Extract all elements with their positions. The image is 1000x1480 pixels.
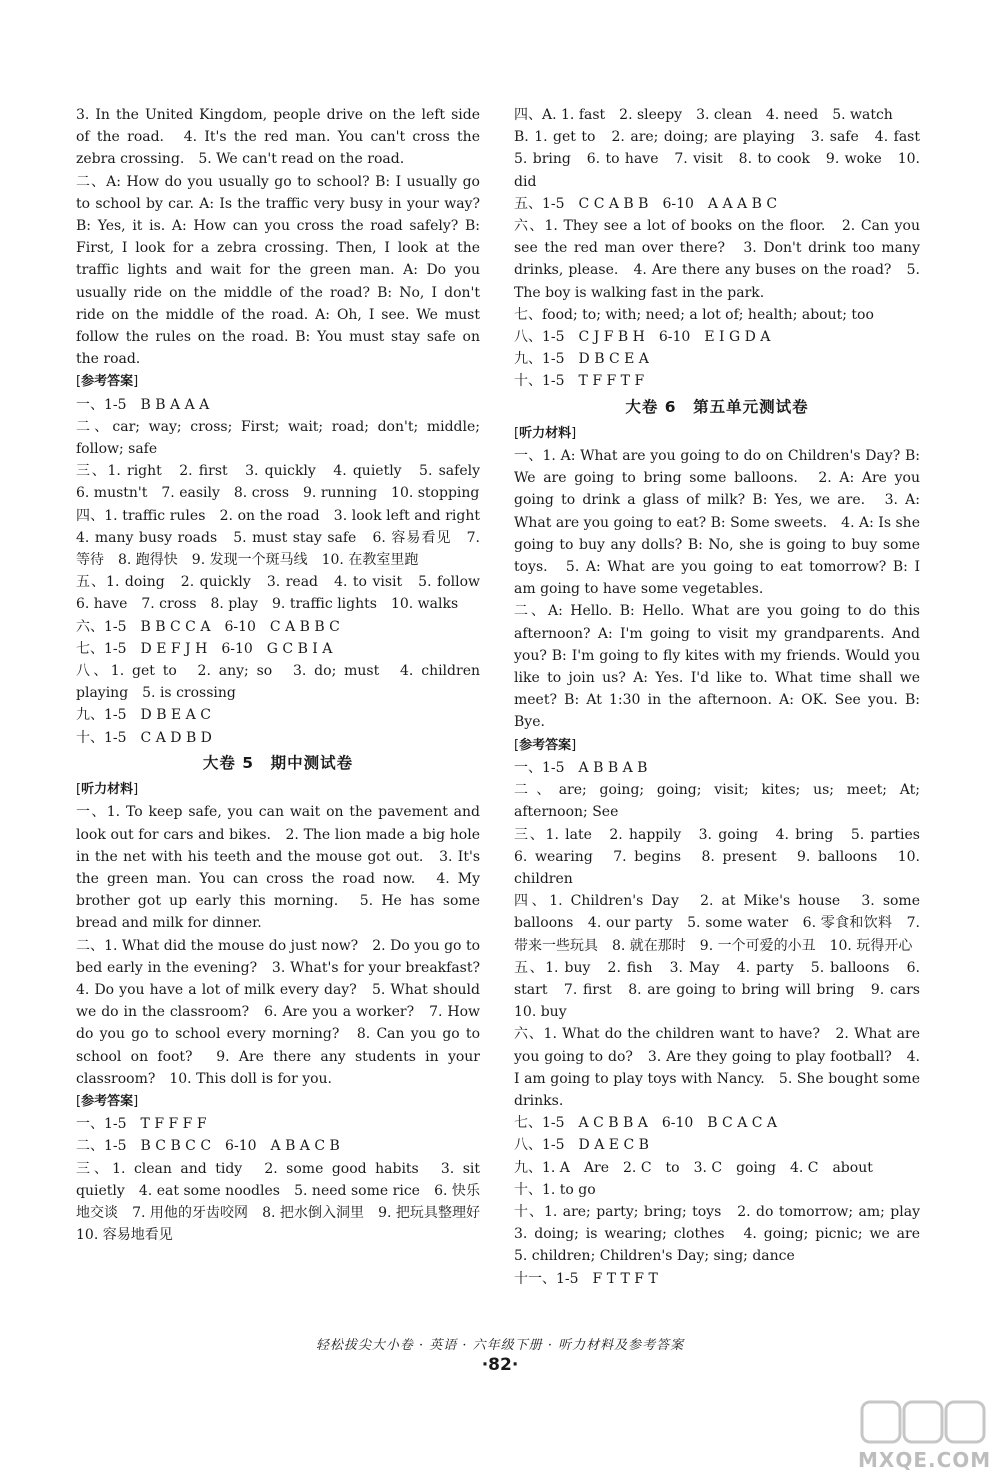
answer-line: 二、A: Hello. B: Hello. What are you going to do this afternoon? A: I'm going to visit my grandparents. And you? B: I'm going to fly kites with my friends. Would you like to join us? A: Yes. I'd like to. What time shall we meet? B: At 1:30 in the afternoon. A: OK. See you. B: Bye. (514, 603, 920, 731)
right-column (514, 104, 934, 1290)
subsection-label: [ 参考答案 ] (76, 374, 138, 389)
answer-line: 二、car; way; cross; First; wait; road; don't; middle; follow; safe (76, 418, 480, 458)
answer-line: 六、1. They see a lot of books on the floor. 2. Can you see the red man over there? 3. Don't drink too many drinks, please. 4. Are there any buses on the road? 5. The boy is walking fast in the park. (514, 218, 920, 301)
series-title: 轻松拔尖大小卷 · 英语 · 六年级下册 · 听力材料及参考答案 (315, 1338, 685, 1353)
answer-line: 一、1. To keep safe, you can wait on the pavement and look out for cars and bikes. 2. The lion made a big hole in the net with his teeth and the mouse got out. 3. It's the green man. You can cross the road now. 4. My brother got up early this morning. 5. He has some bread and milk for dinner. (76, 804, 480, 932)
answer-line: 一、1-5 T F F F F (76, 1116, 207, 1133)
watermark-logo (858, 1398, 992, 1474)
answer-line: 七、1-5 D E F J H 6-10 G C B I A (76, 640, 333, 657)
answer-line: 十、1-5 T F F T F (514, 373, 645, 390)
answer-line: 3. In the United Kingdom, people drive on the left side of the road. 4. It's the red man. You can't cross the zebra crossing. 5. We can't read on the road. (76, 107, 480, 168)
answer-line: 十、1-5 C A D B D (76, 729, 212, 746)
answer-line: 七、1-5 A C B B A 6-10 B C A C A (514, 1115, 778, 1132)
answer-line: 五、1. buy 2. fish 3. May 4. party 5. balloons 6. start 7. first 8. are going to bring will bring 9. cars 10. buy (514, 959, 934, 1021)
answer-line: 九、1. A Are 2. C to 3. C going 4. C about (514, 1159, 873, 1176)
subsection-label: [ 听力材料 ] (76, 782, 138, 797)
section-heading: 大卷 6 第五单元测试卷 (625, 397, 809, 416)
answer-line: 二、are; going; going; visit; kites; us; meet; At; afternoon; See (514, 782, 920, 821)
subsection-row (76, 778, 480, 801)
answer-line: 八、1-5 D A E C B (514, 1137, 649, 1154)
answer-line: 五、1-5 C C A B B 6-10 A A A B C (514, 195, 778, 212)
answer-line: 四、A. 1. fast 2. sleepy 3. clean 4. need 5. watch (514, 107, 893, 123)
answer-line: 三、1. clean and tidy 2. some good habits 3. sit quietly 4. eat some noodles 5. need some rice 6. 快乐地交谈 7. 用他的牙齿咬网 8. 把水倒入洞里 9. 把玩具整理好 10. 容易地看见 (76, 1160, 494, 1244)
answer-line: 四、1. Children's Day 2. at Mike's house 3. some balloons 4. our party 5. some water 6. 零食和饮料 7. 带来一些玩具 8. 就在那时 9. 一个可爱的小丑 10. 玩得开心 (514, 893, 920, 954)
page-footer (0, 1334, 1000, 1375)
answer-line: 七、food; to; with; need; a lot of; health; about; too (514, 306, 874, 323)
subsection-row (76, 370, 480, 393)
answer-line: 二、1-5 B C B C C 6-10 A B A C B (76, 1138, 340, 1155)
subsection-label: [ 参考答案 ] (514, 738, 576, 753)
subsection-label: [ 听力材料 ] (514, 426, 576, 441)
answer-line: 九、1-5 D B E A C (76, 707, 211, 724)
answer-line: 五、1. doing 2. quickly 3. read 4. to visit 5. follow 6. have 7. cross 8. play 9. traffic lights 10. walks (76, 574, 494, 613)
answer-line: 三、1. late 2. happily 3. going 4. bring 5. parties 6. wearing 7. begins 8. present 9. balloons 10. children (514, 826, 934, 887)
answer-line: 一、1-5 A B B A B (514, 759, 648, 776)
page-number: ·82· (481, 1355, 519, 1375)
answer-line: 四、1. traffic rules 2. on the road 3. look left and right 4. many busy roads 5. must stay safe 6. 容易看见 7. 等待 8. 跑得快 9. 发现一个斑马线 10. 在教室里跑 (76, 507, 494, 569)
answer-line: 二、A: How do you usually go to school? B: I usually go to school by car. A: Is the traffic very busy in your way? B: Yes, it is. A: How can you cross the road safely? B: First, I look for a zebra crossing. Then, I look at the traffic lights and wait for the green man. A: Do you usually ride on the middle of the road? B: No, I don't ride on the middle of the road. A: Oh, I see. We must follow the rules on the road. B: You must stay safe on the road. (76, 173, 480, 368)
answer-line: 八、1-5 C J F B H 6-10 E I G D A (514, 329, 771, 346)
answer-line: 十、1. are; party; bring; toys 2. do tomorrow; am; play 3. doing; is wearing; clothes 4. going; picnic; we are 5. children; Children's Day; sing; dance (514, 1203, 934, 1265)
answer-line: 六、1-5 B B C C A 6-10 C A B B C (76, 618, 340, 635)
answer-line: 二、1. What did the mouse do just now? 2. Do you go to bed early in the evening? 3. What's for your breakfast? 4. Do you have a lot of milk every day? 5. What should we do in the classroom? 6. Are you a worker? 7. How do you go to school every morning? 8. Can you go to school on foot? 9. Are there any students in your classroom? 10. This doll is for you. (76, 937, 494, 1087)
subsection-row (514, 734, 920, 757)
watermark-seal-icon (858, 1398, 988, 1454)
answer-line: 三、1. right 2. first 3. quickly 4. quietly 5. safely 6. mustn't 7. easily 8. cross 9. running 10. stopping (76, 463, 494, 502)
answer-line: 十一、1-5 F T T F T (514, 1270, 658, 1287)
watermark-text: MXQE.COM (858, 1448, 992, 1472)
left-column (76, 104, 494, 1246)
subsection-row (514, 422, 920, 445)
answer-line: 九、1-5 D B C E A (514, 351, 649, 368)
subsection-row (76, 1090, 480, 1113)
answer-line: 十、1. to go (514, 1181, 596, 1198)
answer-line: B. 1. get to 2. are; doing; are playing 3. safe 4. fast 5. bring 6. to have 7. visit 8. to cook 9. woke 10. did (514, 129, 934, 190)
answer-line: 六、1. What do the children want to have? 2. What are you going to do? 3. Are they going to play football? 4. I am going to play toys with Nancy. 5. She bought some drinks. (514, 1026, 920, 1109)
answer-line: 八、1. get to 2. any; so 3. do; must 4. children playing 5. is crossing (76, 663, 480, 702)
answer-line: 一、1. A: What are you going to do on Children's Day? B: We are going to bring some balloons. 2. A: Are you going to drink a glass of milk? B: Yes, we are. 3. A: What are you going to eat? B: Some sweets. 4. A: Is she going to buy any dolls? B: No, she is going to buy some toys. 5. A: What are you going to eat tomorrow? B: I am going to have some vegetables. (514, 448, 920, 598)
subsection-label: [ 参考答案 ] (76, 1094, 138, 1109)
section-heading: 大卷 5 期中测试卷 (202, 753, 354, 772)
answer-line: 一、1-5 B B A A A (76, 396, 210, 413)
